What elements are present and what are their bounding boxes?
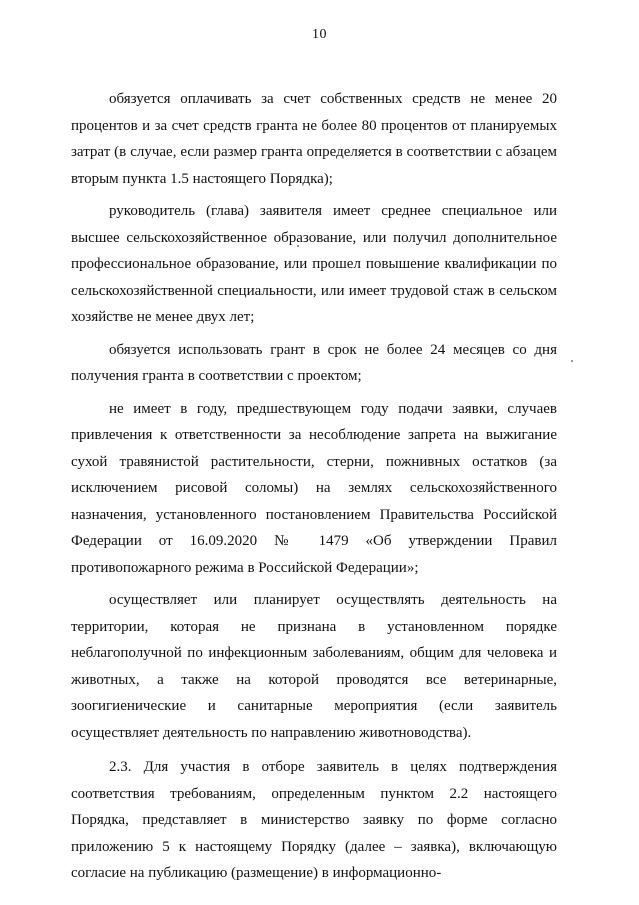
paragraph-head-education-requirement: руководитель (глава) заявителя имеет среднее специальное или высшее сельскохозяйственное образование, или получил дополнительное профессиональное образование, или прошел повышение квалификации по сельскохозяйственной специальности, или имеет трудовой стаж в сельском хозяйстве не менее двух лет; <box>71 203 557 325</box>
document-body <box>71 86 557 887</box>
paragraph-grant-usage-term: обязуется использовать грант в срок не более 24 месяцев со дня получения гранта в соответствии с проектом; <box>71 341 557 384</box>
scan-speck <box>297 245 299 247</box>
paragraph-cofinancing-obligation: обязуется оплачивать за счет собственных средств не менее 20 процентов и за счет средств гранта не более 80 процентов от планируемых затрат (в случае, если размер гранта определяется в соответствии с абзацем вторым пункта 1.5 настоящего Порядка); <box>71 91 557 187</box>
paragraph-section-2-3: 2.3. Для участия в отборе заявитель в целях подтверждения соответствия требованиям, определенным пунктом 2.2 настоящего Порядка, представляет в министерство заявку по форме согласно приложению 5 к настоящему Порядку (далее – заявка), включающую согласие на публикацию (размещение) в информационно- <box>71 759 557 881</box>
paragraph-burning-ban-compliance: не имеет в году, предшествующем году подачи заявки, случаев привлечения к ответственности за несоблюдение запрета на выжигание сухой травянистой растительности, стерни, пожнивных остатков (за исключением рисовой соломы) на землях сельскохозяйственного назначения, установленного постановлением Правительства Российской Федерации от 16.09.2020 № 1479 «Об утверждении Правил противопожарного режима в Российской Федерации»; <box>71 400 557 576</box>
paragraph-veterinary-territory: осуществляет или планирует осуществлять деятельность на территории, которая не признана в установленном порядке неблагополучной по инфекционным заболеваниям, общим для человека и животных, а также на которой проводятся все ветеринарные, зоогигиенические и санитарные мероприятия (если заявитель осуществляет деятельность по направлению животноводства). <box>71 592 557 741</box>
scan-speck <box>571 360 573 362</box>
page-number: 10 <box>312 27 327 42</box>
